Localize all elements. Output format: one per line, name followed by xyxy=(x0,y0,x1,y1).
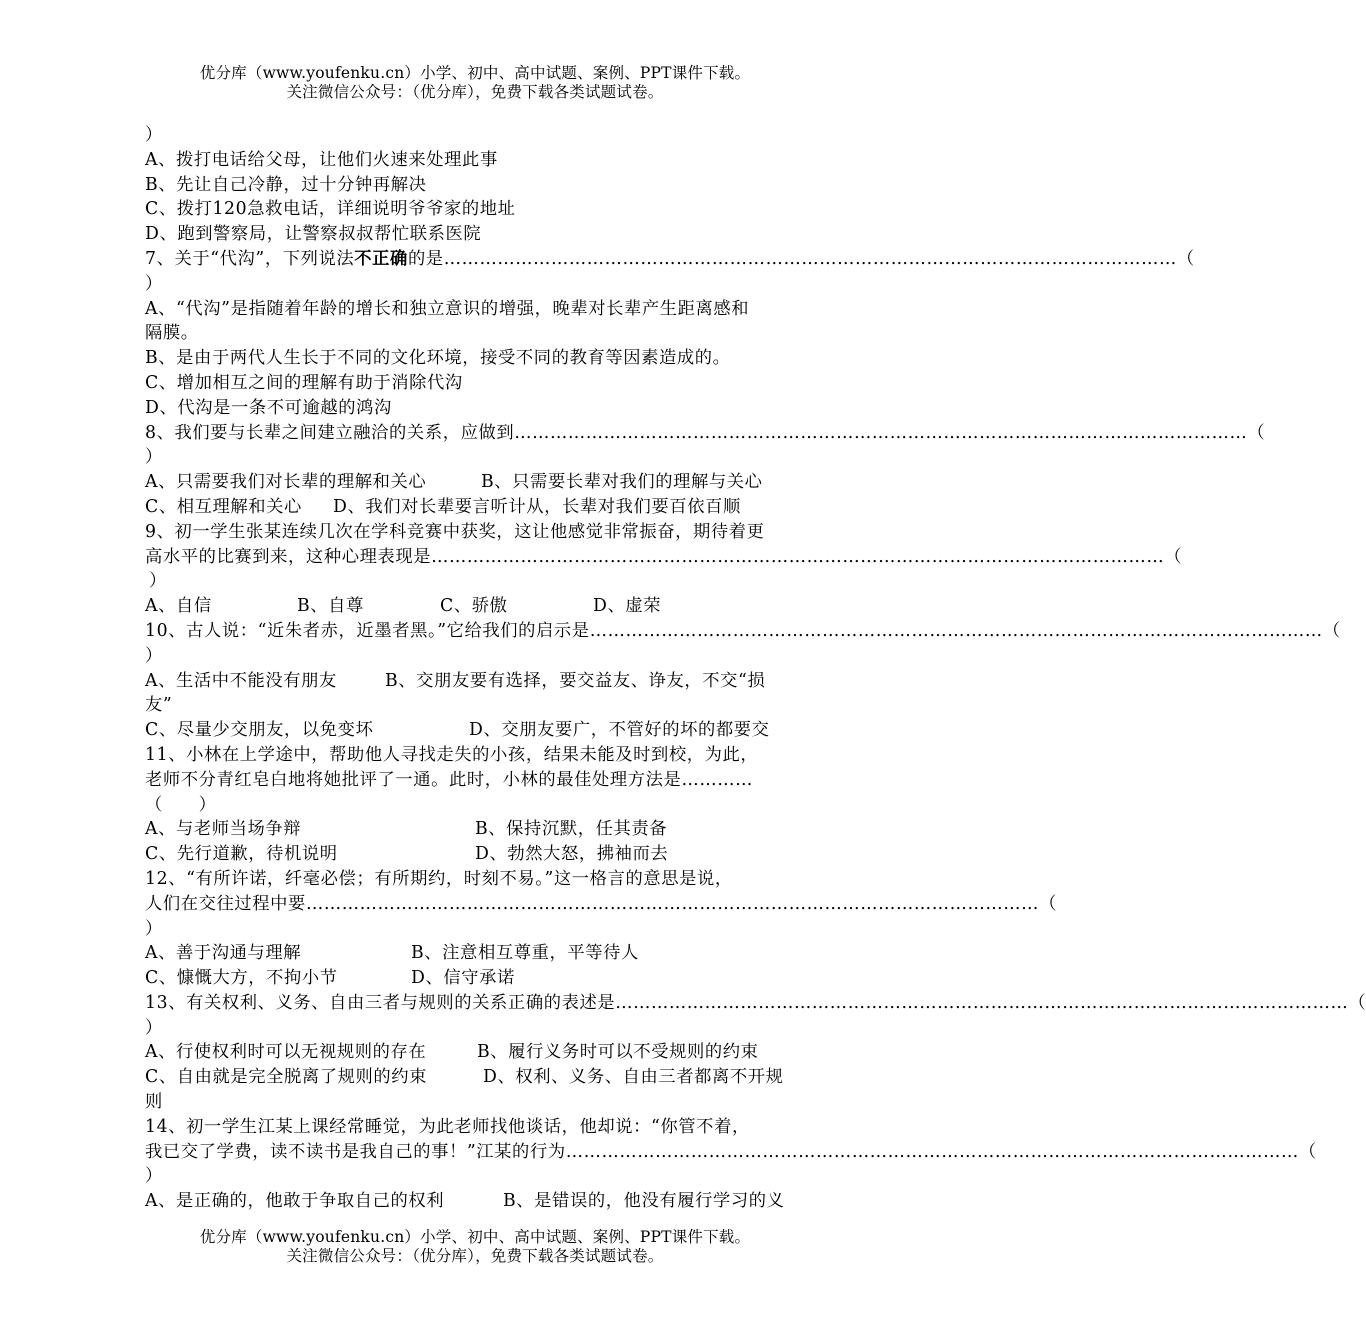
q14-stem-line-2: 我已交了学费，读不读书是我自己的事！”江某的行为 …………………………………………………………………………………………………………… （ xyxy=(145,1140,809,1165)
answer-paren-open: （ xyxy=(1348,992,1366,1013)
answer-paren-open: （ xyxy=(1298,1141,1317,1162)
q9-option-d: D、虚荣 xyxy=(593,596,662,617)
q7-option-c: C、增加相互之间的理解有助于消除代沟 xyxy=(145,372,463,393)
q7-option-a-cont: 隔膜。 xyxy=(145,323,199,344)
q12-option-d: D、信守承诺 xyxy=(411,968,515,989)
q6-option-d: D、跑到警察局，让警察叔叔帮忙联系医院 xyxy=(145,224,482,245)
answer-paren-close: ） xyxy=(145,1166,163,1187)
q11-option-a: A、与老师当场争辩 xyxy=(145,819,302,840)
leader-dots: …………………………………………………………………………………………………………… xyxy=(615,992,1349,1013)
q8-option-d: D、我们对长辈要言听计从，长辈对我们要百依百顺 xyxy=(333,496,741,517)
header-line-2: 关注微信公众号：（优分库），免费下载各类试题试卷。 xyxy=(286,83,664,101)
q10-option-b: B、交朋友要有选择，要交益友、诤友，不交“损 xyxy=(385,670,766,691)
answer-paren-open: （ xyxy=(1247,422,1266,443)
q11-stem-line-1: 11、小林在上学途中，帮助他人寻找走失的小孩，结果未能及时到校，为此， xyxy=(145,744,759,765)
q10-options-row-1 xyxy=(145,669,809,694)
q14-options-row-1 xyxy=(145,1189,809,1214)
answer-paren-close: ） xyxy=(145,1017,163,1038)
q9-stem-line-1: 9、初一学生张某连续几次在学科竞赛中获奖，这让他感觉非常振奋，期待着更 xyxy=(145,521,765,542)
q11-option-d: D、勃然大怒，拂袖而去 xyxy=(475,844,669,865)
leader-dots: …………………………………………………………………………………………………………… xyxy=(305,893,1040,914)
leader-dots: …………………………………………………………………………………………………………… xyxy=(431,546,1165,567)
q8-stem: 8、我们要与长辈之间建立融洽的关系，应做到 …………………………………………………………………………………………………………… （ xyxy=(145,421,809,446)
q9-option-c: C、骄傲 xyxy=(440,596,508,617)
leader-dots: …………………………………………………………………………………………………………… xyxy=(589,620,1323,641)
q13-option-d: D、权利、义务、自由三者都离不开规 xyxy=(483,1067,784,1088)
q12-option-b: B、注意相互尊重，平等待人 xyxy=(411,943,639,964)
footer-line-2: 关注微信公众号：（优分库），免费下载各类试题试卷。 xyxy=(286,1247,664,1265)
q8-option-a: A、只需要我们对长辈的理解和关心 xyxy=(145,472,427,493)
q9-stem-line-2: 高水平的比赛到来，这种心理表现是 …………………………………………………………………………………………………………… （ xyxy=(145,545,809,570)
q13-options-row-2 xyxy=(145,1065,809,1090)
q13-option-a: A、行使权利时可以无视规则的存在 xyxy=(145,1042,427,1063)
answer-paren-close: ） xyxy=(149,571,167,592)
leader-dots: …………………………………………………………………………………………………………… xyxy=(443,248,1177,269)
q10-option-c: C、尽量少交朋友，以免变坏 xyxy=(145,720,374,741)
q10-options-row-2 xyxy=(145,718,809,743)
answer-paren-close: ） xyxy=(145,645,163,666)
q11-options-row-1 xyxy=(145,817,809,842)
q11-option-b: B、保持沉默，任其责备 xyxy=(475,819,668,840)
leader-dots: …………………………………………………………………………………………………………… xyxy=(565,1141,1299,1162)
q11-option-c: C、先行道歉，待机说明 xyxy=(145,844,338,865)
q8-option-b: B、只需要长辈对我们的理解与关心 xyxy=(481,472,763,493)
q14-option-b: B、是错误的，他没有履行学习的义 xyxy=(503,1191,785,1212)
answer-paren-open: （ xyxy=(1176,248,1195,269)
answer-paren-open: （ xyxy=(1322,620,1341,641)
exam-content xyxy=(145,123,1366,1214)
page-footer xyxy=(0,1228,950,1266)
q9-option-b: B、自尊 xyxy=(297,596,364,617)
answer-paren-close: ） xyxy=(145,273,163,294)
leader-dots: …………………………………………………………………………………………………………… xyxy=(514,422,1248,443)
q7-stem: 7、关于“代沟”，下列说法不正确的是 …………………………………………………………………………………………………………… （ xyxy=(145,247,809,272)
q11-stem-line-2: 老师不分青红皂白地将她批评了一通。此时，小林的最佳处理方法是………… xyxy=(145,769,753,790)
q11-options-row-2 xyxy=(145,842,809,867)
q10-option-a: A、生活中不能没有朋友 xyxy=(145,670,337,691)
q9-options-row xyxy=(145,594,809,619)
q10-option-d: D、交朋友要广，不管好的坏的都要交 xyxy=(469,720,770,741)
q12-options-row-2 xyxy=(145,966,809,991)
q10-option-b-cont: 友” xyxy=(145,695,173,716)
q8-options-row-2 xyxy=(145,495,809,520)
q8-option-c: C、相互理解和关心 xyxy=(145,496,302,517)
q12-stem-line-2: 人们在交往过程中要 …………………………………………………………………………………………………………… （ xyxy=(145,892,809,917)
answer-paren-open: （ xyxy=(1039,893,1057,914)
q13-option-b: B、履行义务时可以不受规则的约束 xyxy=(477,1042,759,1063)
q14-stem-line-1: 14、初一学生江某上课经常睡觉，为此老师找他谈话，他却说：“你管不着， xyxy=(145,1116,750,1137)
q12-option-a: A、善于沟通与理解 xyxy=(145,943,302,964)
q13-options-row-1 xyxy=(145,1040,809,1065)
header-line-1: 优分库（www.youfenku.cn）小学、初中、高中试题、案例、PPT课件下载。 xyxy=(199,64,751,82)
q6-option-c: C、拨打120急救电话，详细说明爷爷家的地址 xyxy=(145,199,516,220)
q10-stem: 10、古人说：“近朱者赤，近墨者黑。”它给我们的启示是 …………………………………………………………………………………………………………… （ xyxy=(145,619,809,644)
q7-option-a: A、“代沟”是指随着年龄的增长和独立意识的增强，晚辈对长辈产生距离感和 xyxy=(145,298,750,319)
q6-paren-close: ） xyxy=(145,125,163,145)
answer-paren-open: （ xyxy=(1164,546,1183,567)
q9-option-a: A、自信 xyxy=(145,596,212,617)
q6-option-a: A、拨打电话给父母，让他们火速来处理此事 xyxy=(145,149,498,170)
q11-answer-paren: （ ） xyxy=(145,794,217,815)
q7-option-d: D、代沟是一条不可逾越的鸿沟 xyxy=(145,397,392,418)
q12-option-c: C、慷慨大方，不拘小节 xyxy=(145,968,338,989)
q6-option-b: B、先让自己冷静，过十分钟再解决 xyxy=(145,174,427,195)
footer-line-1: 优分库（www.youfenku.cn）小学、初中、高中试题、案例、PPT课件下载。 xyxy=(199,1228,751,1246)
q7-emphasis: 不正确 xyxy=(354,248,408,269)
q12-options-row-1 xyxy=(145,941,809,966)
q14-option-a: A、是正确的，他敢于争取自己的权利 xyxy=(145,1191,445,1212)
answer-paren-close: ） xyxy=(145,918,163,939)
q13-stem: 13、有关权利、义务、自由三者与规则的关系正确的表述是 …………………………………………………………………………………………………………… （ xyxy=(145,991,809,1016)
q7-option-b: B、是由于两代人生长于不同的文化环境，接受不同的教育等因素造成的。 xyxy=(145,348,731,369)
q8-options-row-1 xyxy=(145,470,809,495)
page-header xyxy=(0,64,950,102)
q13-option-c: C、自由就是完全脱离了规则的约束 xyxy=(145,1067,428,1088)
answer-paren-close: ） xyxy=(145,447,163,468)
q12-stem-line-1: 12、“有所许诺，纤毫必偿；有所期约，时刻不易。”这一格言的意思是说， xyxy=(145,868,733,889)
q13-option-d-cont: 则 xyxy=(145,1092,163,1113)
